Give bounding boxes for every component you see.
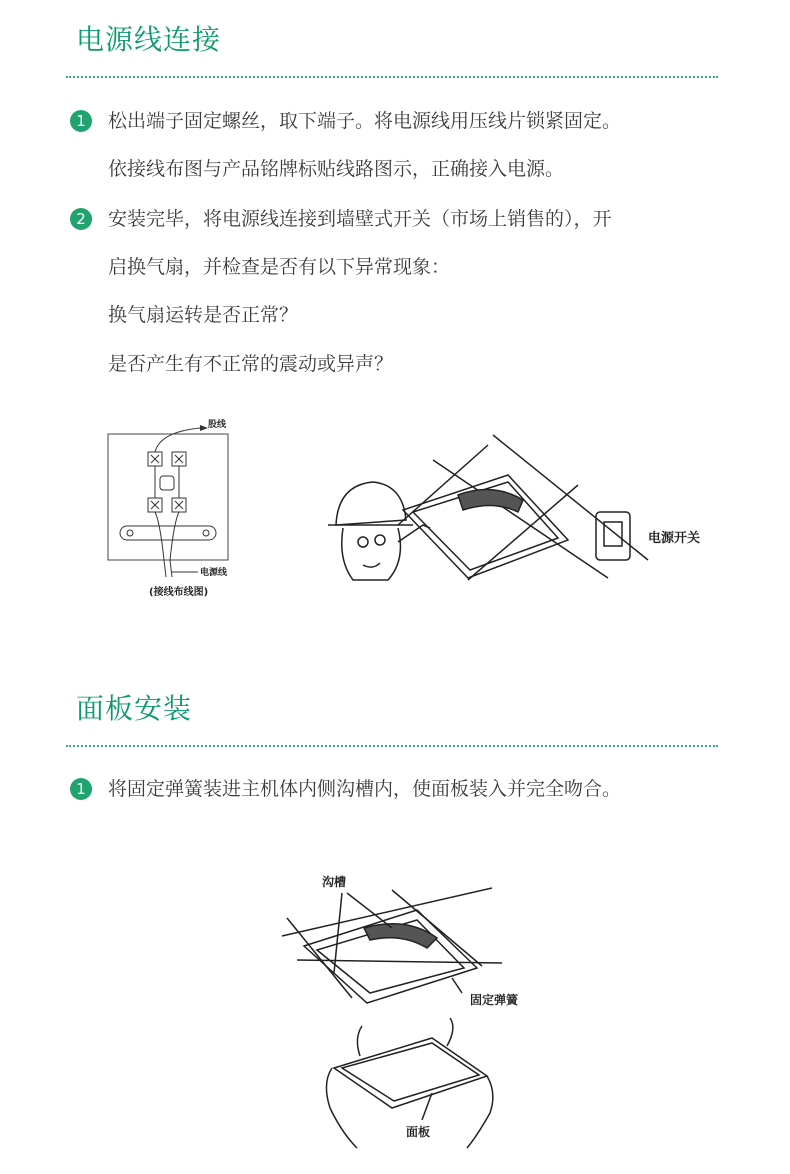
step-text-line: 安装完毕，将电源线连接到墙壁式开关（市场上销售的），开 (108, 208, 612, 230)
wiring-diagram-caption: (接线布线图) (149, 587, 209, 598)
switch-illustration (318, 430, 728, 590)
section-divider (66, 76, 718, 78)
step-text-line: 是否产生有不正常的震动或异声？ (108, 353, 394, 375)
step-number-badge: 1 (70, 110, 92, 132)
wire-strand-label: 股线 (208, 420, 227, 430)
step-text-line: 依接线布图与产品铭牌标贴线路图示，正确接入电源。 (108, 158, 565, 180)
fixing-spring-label: 固定弹簧 (470, 993, 519, 1007)
step-text-line: 松出端子固定螺丝，取下端子。将电源线用压线片锁紧固定。 (108, 110, 622, 132)
power-switch-label: 电源开关 (648, 531, 701, 546)
panel-label: 面板 (406, 1125, 431, 1139)
step-number-badge: 1 (70, 778, 92, 800)
wiring-diagram (100, 412, 240, 607)
step-number-badge: 2 (70, 208, 92, 230)
panel-installation-illustration (272, 868, 542, 1168)
section-divider (66, 745, 718, 747)
step-text-line: 启换气扇，并检查是否有以下异常现象： (108, 256, 451, 278)
step-text-line: 将固定弹簧装进主机体内侧沟槽内，使面板装入并完全吻合。 (108, 778, 622, 800)
groove-label: 沟槽 (322, 875, 347, 889)
section-title-power-connection: 电源线连接 (76, 23, 222, 56)
power-cord-label: 电源线 (200, 568, 228, 578)
section-title-panel-installation: 面板安装 (76, 692, 193, 725)
step-text-line: 换气扇运转是否正常？ (108, 304, 299, 326)
